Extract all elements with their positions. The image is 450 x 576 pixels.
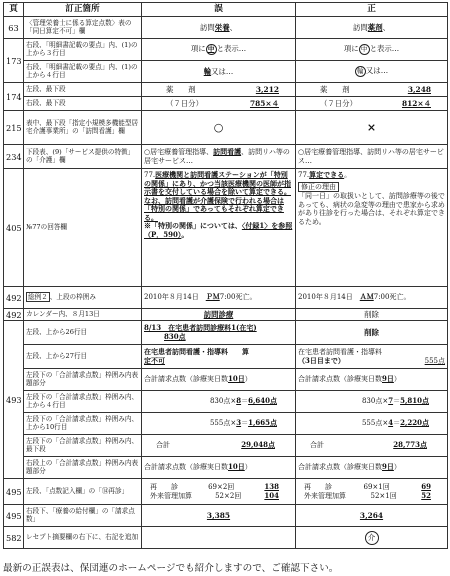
- wrong-post: 又は…: [211, 66, 234, 76]
- item-total: 138: [264, 481, 279, 491]
- correct-text: [296, 61, 448, 83]
- wrong-pre: 830点×: [209, 397, 237, 406]
- page-number: 495: [4, 479, 24, 505]
- page-number: 582: [4, 527, 24, 549]
- correct-text: [296, 435, 448, 457]
- location: №77の回答欄: [24, 169, 142, 287]
- location: 右段、「明細書記載の要点」内、(1)の上から３行目: [24, 39, 142, 61]
- location: [24, 287, 142, 309]
- page-number: 495: [4, 505, 24, 527]
- location: 左段、「点数記入欄」の「⑭再診」: [24, 479, 142, 505]
- wrong-line-2: [144, 492, 293, 501]
- correct-text: [296, 287, 448, 309]
- page-number: 493: [4, 321, 24, 479]
- wrong-text: [142, 391, 296, 413]
- wrong-value: 29,048点: [241, 440, 275, 450]
- location: 〈管理栄養士に係る算定点数〉表の「同日算定不可」欄: [24, 17, 142, 39]
- row-215: [4, 111, 448, 145]
- wrong-mid: ＝: [241, 419, 249, 428]
- row-493d: [4, 391, 448, 413]
- location: 左段、上から27行目: [24, 345, 142, 369]
- correct-text: [296, 83, 448, 97]
- row-492a: [4, 287, 448, 309]
- correct-text: [296, 39, 448, 61]
- correct-post: 7:00死亡。: [373, 293, 411, 302]
- item-total: 104: [264, 490, 279, 500]
- header-page: 頁: [4, 3, 24, 17]
- wrong-post: 、訪問リハ等の居宅サービス…: [144, 147, 290, 165]
- correct-text: [296, 527, 448, 549]
- item-label: 再 診: [150, 482, 178, 491]
- correct-post: 又は…: [365, 66, 389, 75]
- correct-emph: 9日: [382, 374, 394, 384]
- example-box: 総例２: [28, 292, 48, 301]
- header-row: [4, 3, 448, 17]
- location-text: 、上段の枠囲み: [49, 292, 96, 301]
- row-173b: [4, 61, 448, 83]
- correct-value: 3,248: [407, 84, 431, 94]
- wrong-post: ）: [244, 463, 252, 472]
- wrong-text: [142, 413, 296, 435]
- correct-label: 薬 剤: [320, 84, 350, 94]
- wrong-text: 訪問診療: [142, 309, 296, 321]
- correct-emph: 7: [388, 396, 394, 406]
- location: レセプト摘要欄の右下に、右記を追加: [24, 527, 142, 549]
- location: 右段上の「合計請求点数」枠囲み内表題部分: [24, 457, 142, 479]
- wrong-pre: 2010年８月14日: [144, 293, 199, 302]
- wrong-text: [142, 527, 296, 549]
- correct-text: [296, 457, 448, 479]
- wrong-para-3: [144, 222, 293, 239]
- wrong-line-1: 8/13 在宅患者訪問診療料1(在宅): [144, 322, 257, 332]
- item-total: 69: [421, 481, 431, 491]
- wrong-emph: ＰＭ: [205, 292, 220, 302]
- row-493f: [4, 435, 448, 457]
- location: 右段、最下段: [24, 97, 142, 111]
- wrong-emph-2: 6,640点: [248, 396, 277, 406]
- wrong-emph-2: 1,665点: [248, 418, 277, 428]
- location: 左段下の「合計請求点数」枠囲み内表題部分: [24, 369, 142, 391]
- correct-para-1: [298, 171, 445, 180]
- kai-circle-icon: 介: [365, 531, 379, 545]
- correct-value: 812×４: [401, 98, 431, 108]
- correct-text: [296, 345, 448, 369]
- wa-circle-icon: 輪: [355, 66, 366, 77]
- location: 表中、最下段「指定小規模多機能型居宅介護事業所」の「訪問看護」欄: [24, 111, 142, 145]
- wrong-pre: ○居宅療養管理指導、: [144, 147, 214, 156]
- row-174a: [4, 83, 448, 97]
- location: 下段表、(9)「サービス提供の特徴」の「介護」欄: [24, 145, 142, 169]
- wrong-note-post: 。: [181, 229, 189, 239]
- page-number: 492: [4, 287, 24, 309]
- row-174b: [4, 97, 448, 111]
- correct-post: ）: [393, 375, 401, 384]
- correct-post: と表示…: [369, 44, 400, 53]
- wrong-emph: 10日: [228, 374, 245, 384]
- location: 左段下の「合計請求点数」枠囲み内、上から10行目: [24, 413, 142, 435]
- wrong-line-2: 830点: [164, 331, 186, 341]
- item-calc: 69×1回: [363, 482, 390, 491]
- naka-symbol-icon: 中: [206, 44, 217, 55]
- location: カレンダー内、８月13日: [24, 309, 142, 321]
- item-label: 外来管理加算: [304, 491, 346, 500]
- wrong-text: [142, 39, 296, 61]
- correct-emph: 薬剤: [367, 22, 383, 32]
- correct-line-2: [298, 492, 445, 501]
- correct-emph: 算定できる: [309, 170, 345, 179]
- wrong-emph: 3: [236, 418, 242, 428]
- circle-mark-icon: ○: [142, 111, 296, 145]
- row-493e: [4, 413, 448, 435]
- row-492b: [4, 309, 448, 321]
- wrong-text: [142, 321, 296, 345]
- correct-text: [296, 97, 448, 111]
- reason-text: 「同一日」の取扱いとして、訪問診療等の後であっても、病状の急変等の理由で患家から求めがあり往診を行った場合は、それぞれ算定できるため。: [298, 192, 445, 226]
- wrong-label: 合計: [156, 441, 170, 450]
- wrong-emph: 訪問看護: [213, 146, 242, 156]
- wrong-post: 7:00死亡。: [219, 293, 257, 302]
- page-number: 215: [4, 111, 24, 145]
- wrong-text: [142, 479, 296, 505]
- row-495b: [4, 505, 448, 527]
- row-173a: [4, 39, 448, 61]
- correct-pre: 項に: [343, 44, 359, 53]
- wa-symbol-icon: 輪: [203, 66, 212, 76]
- item-calc: 52×1回: [370, 491, 397, 500]
- wrong-pre: 合計請求点数（診療実日数: [144, 463, 228, 472]
- wrong-mid: ＝: [241, 397, 249, 406]
- wrong-pre: 項に: [190, 44, 206, 53]
- wrong-text: [142, 169, 296, 287]
- wrong-text: [142, 287, 296, 309]
- reason-label: 修正の理由: [298, 182, 339, 192]
- location: 左段下の「合計請求点数」枠囲み内、最下段: [24, 435, 142, 457]
- wrong-text: [142, 83, 296, 97]
- header-wrong: 誤: [142, 3, 296, 17]
- wrong-value: 785×４: [249, 98, 279, 108]
- item-total: 52: [421, 490, 431, 500]
- item-calc: 69×2回: [208, 482, 235, 491]
- wrong-para-2: なお、訪問看護が介護保険で行われる場合は「特別の関係」であってもそれぞれ算定できる。: [144, 195, 284, 222]
- wrong-emph: 栄養: [214, 22, 230, 32]
- wrong-emph: 医療機関と訪問看護ステーションが「特別の関係」にあり、かつ当該医療機関の医師が指示書を交付している場合を除いて算定できる。: [144, 170, 291, 197]
- wrong-pre: 555点×: [209, 419, 237, 428]
- correct-label: 合計: [310, 441, 324, 450]
- location: 右段、「明細書記載の要点」内、(1)の上から４行目: [24, 61, 142, 83]
- naka-circle-icon: 中: [359, 44, 370, 55]
- correct-emph: 4: [388, 418, 394, 428]
- page-number: 174: [4, 83, 24, 111]
- cross-mark-icon: ×: [296, 111, 448, 145]
- row-493c: [4, 369, 448, 391]
- correct-emph-2: 5,810点: [400, 396, 429, 406]
- row-493b: [4, 345, 448, 369]
- correct-post: 。: [344, 171, 352, 179]
- reason-label-wrap: [298, 183, 445, 192]
- correct-text: 削除: [296, 309, 448, 321]
- wrong-text: [142, 17, 296, 39]
- footer-note: 最新の正誤表は、保団連のホームページでも紹介しますので、ご確認下さい。: [3, 563, 339, 574]
- header-location: 訂正箇所: [24, 3, 142, 17]
- wrong-text: [142, 457, 296, 479]
- wrong-line-1: 在宅患者訪問看護・指導料 算: [144, 346, 249, 356]
- wrong-emph: 8: [236, 396, 242, 406]
- wrong-line-2: 定不可: [144, 355, 165, 365]
- location: 左段、上から26行目: [24, 321, 142, 345]
- wrong-post: ）: [244, 375, 252, 384]
- correct-pre: 合計請求点数（診療実日数: [298, 375, 382, 384]
- correct-tail: 、: [382, 22, 390, 32]
- wrong-value: 3,212: [255, 84, 279, 94]
- row-405: [4, 169, 448, 287]
- correct-days: （3日目まで）: [298, 355, 345, 365]
- errata-table: [3, 2, 448, 549]
- page-number: 492: [4, 309, 24, 321]
- correct-line-1: 在宅患者訪問看護・指導料: [298, 347, 382, 356]
- page-number: 234: [4, 145, 24, 169]
- correct-mid: ＝: [393, 397, 401, 406]
- wrong-text: [142, 345, 296, 369]
- correct-text: [296, 17, 448, 39]
- row-493a: [4, 321, 448, 345]
- correct-text: ○居宅療養管理指導、訪問リハ等の居宅サービス…: [296, 145, 448, 169]
- correct-text: [296, 413, 448, 435]
- correct-post: ）: [393, 463, 401, 472]
- correct-emph: 9日: [382, 462, 394, 472]
- correct-pre: 2010年８月14日: [298, 293, 353, 302]
- wrong-text: 3,385: [142, 505, 296, 527]
- location: 右段下、「療養の給付欄」の「請求点数」: [24, 505, 142, 527]
- wrong-text: [142, 369, 296, 391]
- correct-points: 555点: [424, 356, 445, 365]
- wrong-tail: 、: [229, 22, 237, 32]
- item-calc: 52×2回: [215, 491, 242, 500]
- wrong-text: [142, 145, 296, 169]
- wrong-para-1: [144, 171, 293, 197]
- wrong-post: と表示…: [216, 44, 247, 53]
- answer-number: 77.: [144, 171, 156, 179]
- location: 左段、最下段: [24, 83, 142, 97]
- header-correct: 正: [296, 3, 448, 17]
- row-234: [4, 145, 448, 169]
- row-63: [4, 17, 448, 39]
- wrong-emph: 10日: [228, 462, 245, 472]
- correct-emph: ＡＭ: [359, 292, 374, 302]
- location: 左段下の「合計請求点数」枠囲み内、上から４行目: [24, 391, 142, 413]
- correct-text: 3,264: [296, 505, 448, 527]
- wrong-text: [142, 435, 296, 457]
- correct-emph-2: 2,220点: [400, 418, 429, 428]
- correct-text: [296, 169, 448, 287]
- wrong-text: [142, 97, 296, 111]
- wrong-pre: 合計請求点数（診療実日数: [144, 375, 228, 384]
- correct-pre: 555点×: [361, 419, 389, 428]
- correct-value: 28,773点: [393, 440, 427, 450]
- correct-mid: ＝: [393, 419, 401, 428]
- wrong-note-ref: 〈付録1〉を参照（P．590）: [144, 221, 293, 239]
- correct-pre: 合計請求点数（診療実日数: [298, 463, 382, 472]
- item-label: 外来管理加算: [150, 491, 192, 500]
- page-number: 63: [4, 17, 24, 39]
- correct-label: （７日分）: [320, 98, 357, 108]
- row-493g: [4, 457, 448, 479]
- row-495a: [4, 479, 448, 505]
- item-label: 再 診: [304, 482, 332, 491]
- wrong-plain: 訪問: [200, 22, 215, 32]
- row-582: [4, 527, 448, 549]
- answer-number: 77.: [298, 171, 310, 179]
- correct-text: [296, 479, 448, 505]
- correct-text: [296, 391, 448, 413]
- correct-text: 削除: [296, 321, 448, 345]
- page-number: 173: [4, 39, 24, 83]
- correct-plain: 訪問: [353, 22, 368, 32]
- correct-text: [296, 369, 448, 391]
- page-number: 405: [4, 169, 24, 287]
- wrong-text: [142, 61, 296, 83]
- correct-line-2: [298, 357, 445, 366]
- wrong-label: 薬 剤: [166, 84, 196, 94]
- wrong-note-pre: ※「特別の関係」については、: [144, 221, 242, 231]
- wrong-label: （７日分）: [166, 98, 203, 108]
- correct-pre: 830点×: [361, 397, 389, 406]
